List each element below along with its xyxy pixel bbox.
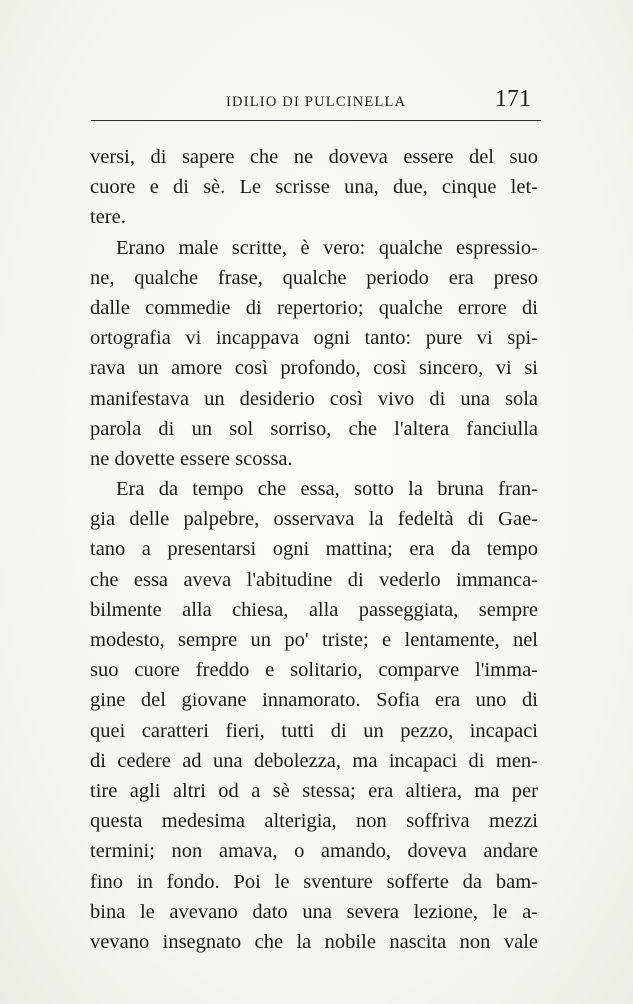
text-line: Erano male scritte, è vero: qualche espressio- [116,236,538,259]
text-line: versi, di sapere che ne doveva essere del suo [90,146,538,168]
body-text [90,142,538,957]
text-line: ne, qualche frase, qualche periodo era preso [90,266,538,289]
running-head: IDILIO DI PULCINELLA [226,94,407,110]
text-line: bilmente alla chiesa, alla passeggiata, sempre [90,598,538,621]
text-line: che essa aveva l'abitudine di vederlo immanca- [90,568,538,591]
text-line: ne dovette essere scossa. [90,447,293,470]
text-line: gine del giovane innamorato. Sofia era uno di [90,689,538,712]
page-number: 171 [495,86,531,112]
text-line: suo cuore freddo e solitario, comparve l'imma- [90,659,538,682]
text-line: questa medesima alterigia, non soffriva mezzi [90,810,538,833]
text-line: dalle commedie di repertorio; qualche errore di [90,296,538,319]
text-line: bina le avevano dato una severa lezione, le a- [90,900,538,923]
text-line: di cedere ad una debolezza, ma incapaci di men- [90,749,538,772]
text-line: vevano insegnato che la nobile nascita non vale [90,930,538,953]
text-line: tire agli altri od a sè stessa; era altiera, ma per [90,779,538,802]
text-line: quei caratteri fieri, tutti di un pezzo, incapaci [90,719,538,742]
text-line: tere. [90,206,126,229]
text-line: Era da tempo che essa, sotto la bruna fran- [116,478,538,501]
text-line: modesto, sempre un po' triste; e lentamente, nel [90,629,538,651]
text-line: cuore e di sè. Le scrisse una, due, cinque let- [90,176,538,199]
text-line: parola di un sol sorriso, che l'altera fanciulla [90,417,538,440]
text-line: ortografia vi incappava ogni tanto: pure vi spi- [90,327,538,350]
text-line: rava un amore così profondo, così sincero, vi si [90,357,538,380]
text-line: manifestava un desiderio così vivo di una sola [90,387,538,410]
text-line: tano a presentarsi ogni mattina; era da tempo [90,538,538,561]
text-line: fino in fondo. Poi le sventure sofferte da bam- [90,870,538,893]
text-line: gia delle palpebre, osservava la fedeltà di Gae- [90,508,538,531]
page-header [91,86,541,121]
text-line: termini; non amava, o amando, doveva andare [90,840,538,863]
